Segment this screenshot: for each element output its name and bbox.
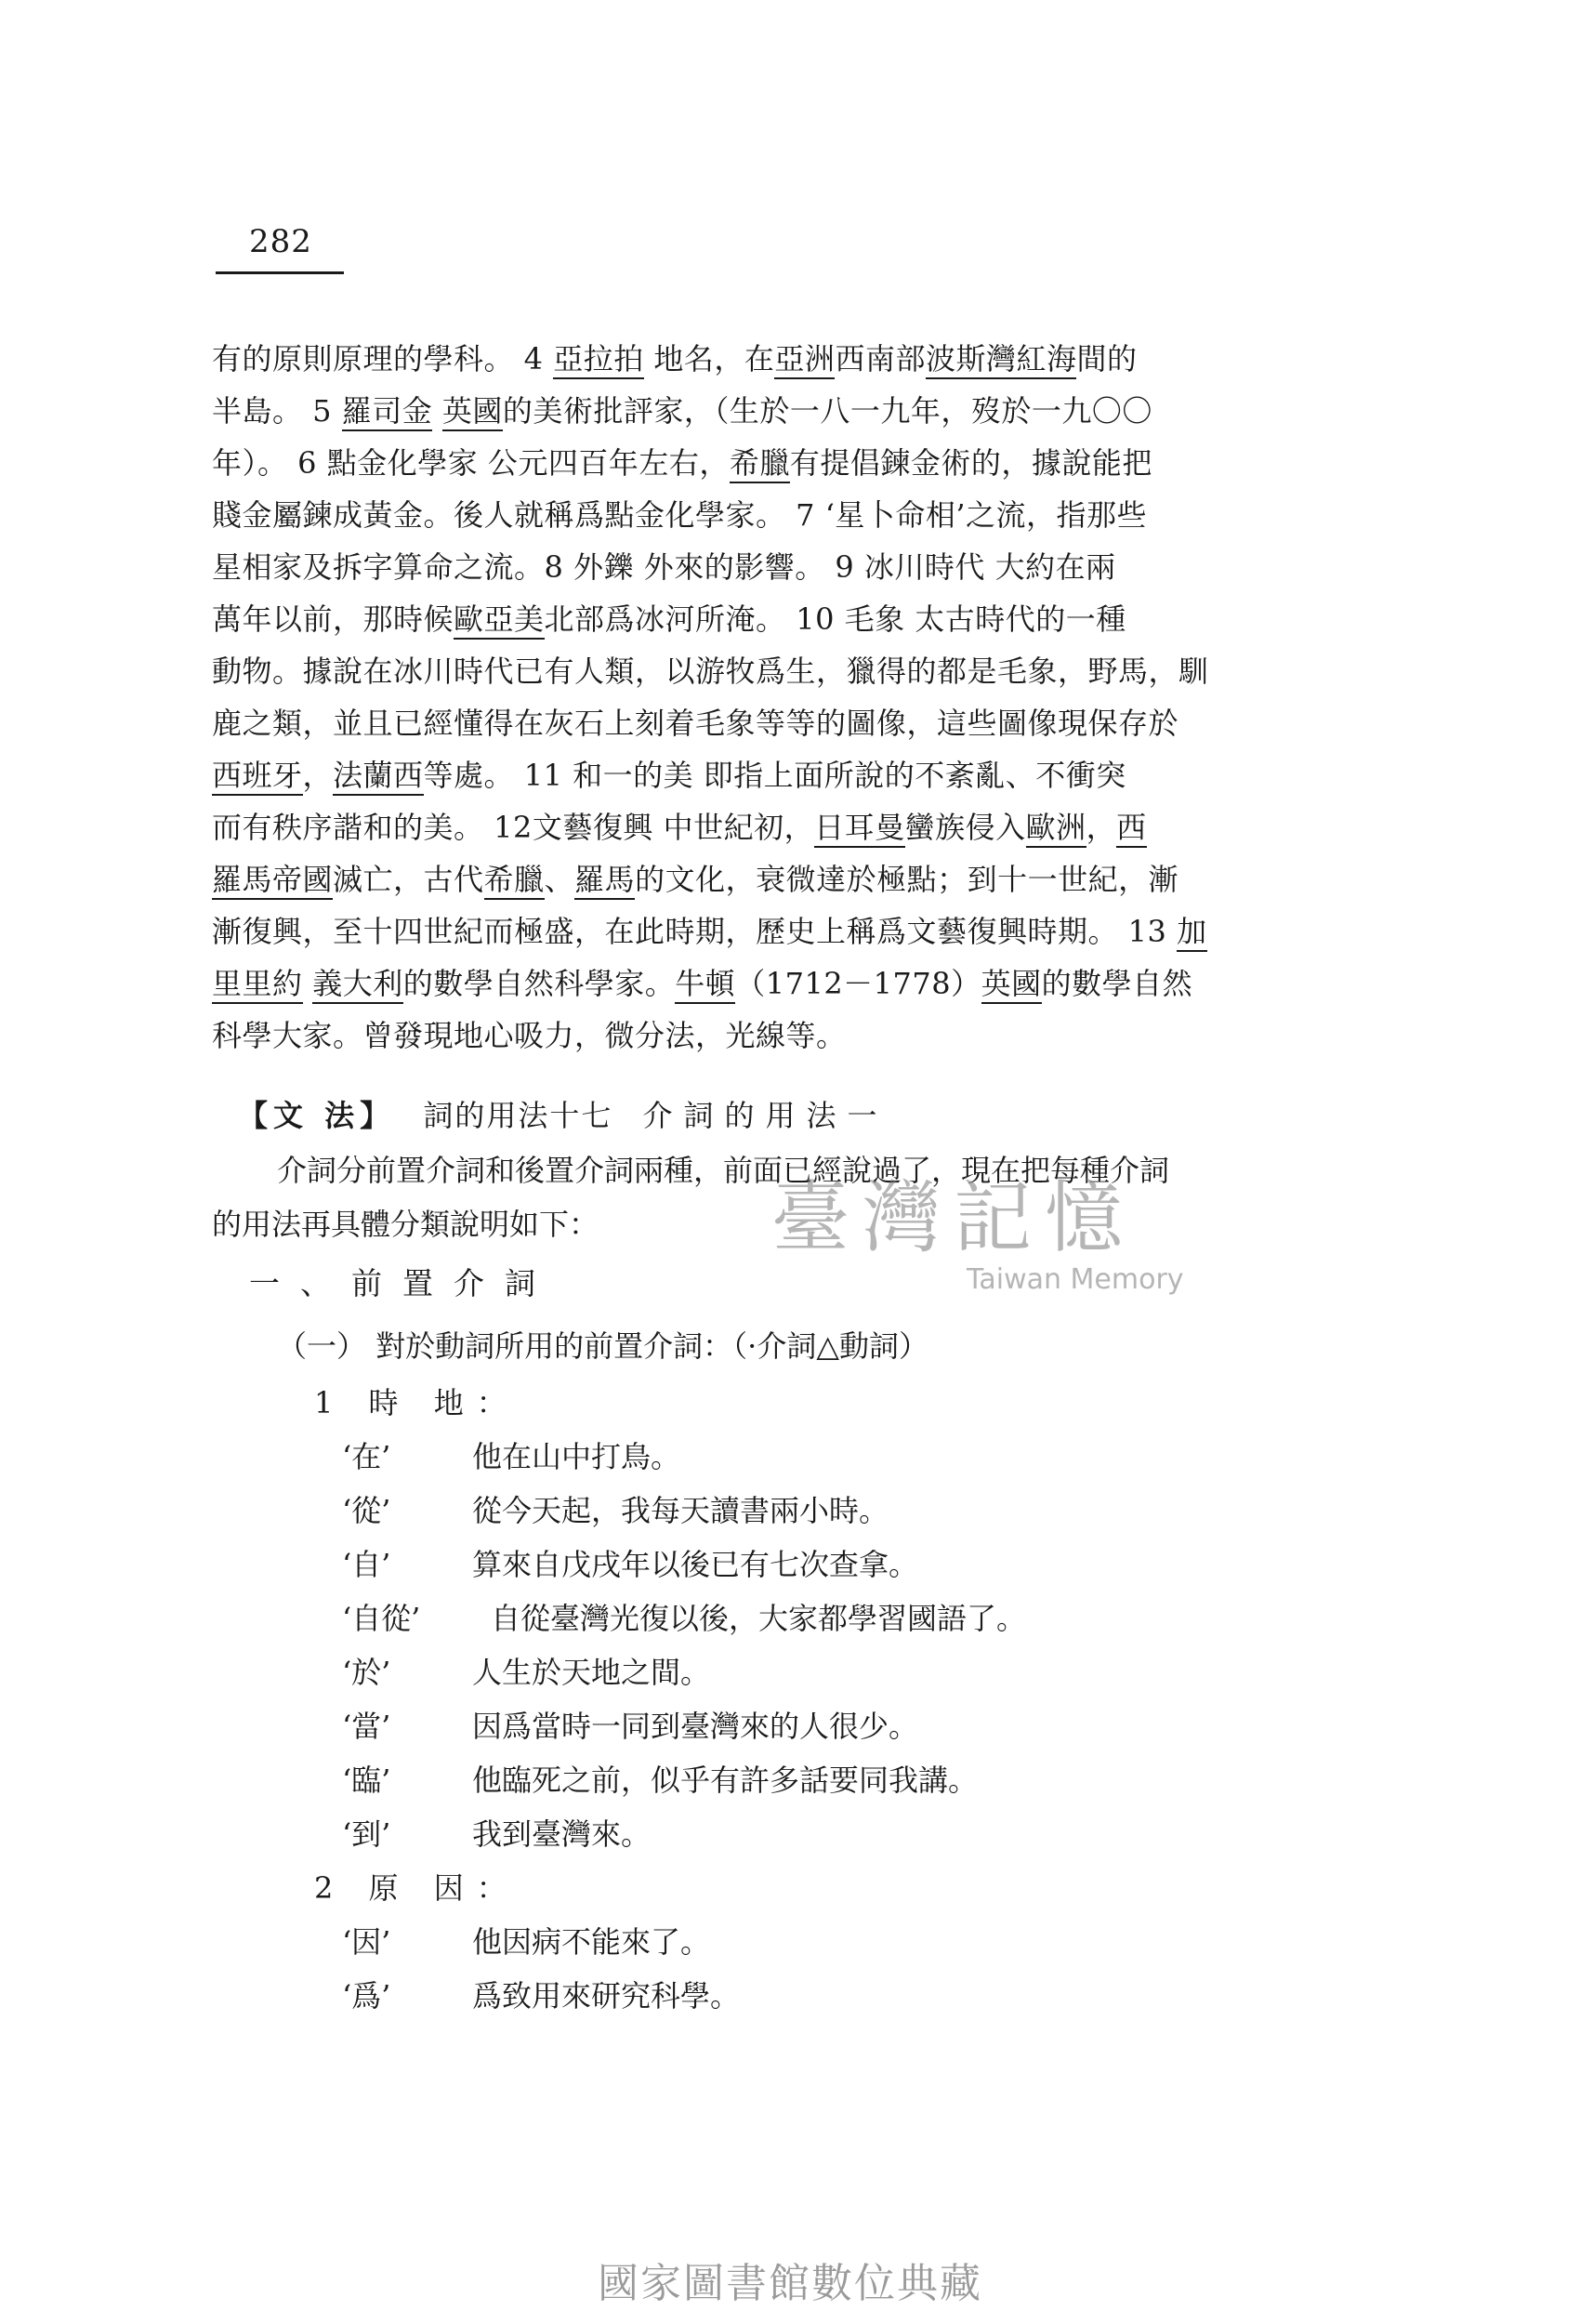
example-row: [212, 1699, 1336, 1753]
text-segment: ，: [302, 758, 334, 793]
example-preposition: ‘到’: [342, 1816, 391, 1852]
example-sentence: 他因病不能來了。: [472, 1924, 711, 1960]
watermark-english: Taiwan Memory: [967, 1263, 1184, 1296]
text-segment: 星相家及拆字算命之流。8 外鑠 外來的影響。 9 冰川時代 大約在兩: [212, 549, 1116, 585]
example-sentence: 我到臺灣來。: [472, 1816, 652, 1852]
note-line: [212, 333, 1336, 385]
note-line: [212, 697, 1336, 749]
note-line: [212, 801, 1336, 853]
subsection-title: （一） 對於動詞所用的前置介詞：（·介詞△動詞）: [277, 1328, 928, 1364]
proper-noun: 紅海: [1016, 341, 1076, 379]
example-sentence: 算來自戊戌年以後已有七次查拿。: [472, 1547, 919, 1582]
example-preposition: ‘當’: [342, 1709, 391, 1744]
grammar-bracket-label: 【文 法】: [238, 1098, 396, 1133]
example-sentence: 從今天起，我每天讀書兩小時。: [472, 1493, 889, 1528]
notes-section: [212, 333, 1336, 1062]
proper-noun: 亞拉拍: [553, 341, 644, 379]
proper-noun: 希臘: [730, 445, 790, 483]
page-number-rule: [216, 271, 344, 274]
proper-noun: 羅馬帝國: [212, 862, 333, 900]
example-row: [212, 1807, 1336, 1861]
note-line: [212, 437, 1336, 489]
example-preposition: ‘自從’: [342, 1601, 421, 1636]
note-line: [212, 853, 1336, 905]
example-row: [212, 1430, 1336, 1484]
example-preposition: ‘自’: [342, 1547, 391, 1582]
intro-line: 介詞分前置介詞和後置介詞兩種，前面已經說過了，現在把每種介詞: [277, 1153, 1170, 1188]
note-line: [212, 593, 1336, 645]
proper-noun: 里里約: [212, 966, 303, 1004]
proper-noun: 羅司金: [342, 393, 433, 431]
proper-noun: 英國: [442, 393, 503, 431]
text-segment: 地名，在: [643, 341, 775, 376]
text-segment: 的數學自然科學家。: [402, 966, 676, 1001]
example-preposition: ‘因’: [342, 1924, 391, 1960]
proper-noun: 日耳曼: [814, 810, 905, 848]
example-row: [212, 1753, 1336, 1807]
proper-noun: 牛頓: [675, 966, 735, 1004]
example-row: [212, 1538, 1336, 1591]
group-title: 1 時 地：: [314, 1385, 520, 1420]
text-segment: 鹿之類，並且已經懂得在灰石上刻着毛象等等的圖像，這些圖像現保存於: [212, 706, 1179, 741]
text-segment: [432, 393, 442, 429]
note-line: [212, 645, 1336, 697]
group-title: 2 原 因：: [314, 1870, 520, 1906]
proper-noun: 西: [1116, 810, 1147, 848]
text-segment: 科學大家。曾發現地心吸力，微分法，光線等。: [212, 1018, 847, 1053]
example-sentence: 自從臺灣光復以後，大家都學習國語了。: [491, 1601, 1027, 1636]
example-preposition: ‘在’: [342, 1439, 391, 1474]
text-segment: 北部爲冰河所淹。 10 毛象 太古時代的一種: [544, 601, 1126, 637]
text-segment: ，: [1086, 810, 1117, 845]
text-segment: 半島。 5: [212, 393, 342, 429]
proper-noun: 義大利: [312, 966, 403, 1004]
proper-noun: 加: [1177, 914, 1207, 952]
proper-noun: 希臘: [484, 862, 545, 900]
example-row: [212, 1969, 1336, 2023]
note-line: [212, 385, 1336, 437]
example-preposition: ‘爲’: [342, 1978, 391, 2014]
text-segment: 滅亡，古代: [333, 862, 484, 897]
example-sentence: 因爲當時一同到臺灣來的人很少。: [472, 1709, 919, 1744]
example-sentence: 爲致用來研究科學。: [472, 1978, 741, 2014]
text-segment: 漸復興，至十四世紀而極盛，在此時期，歷史上稱爲文藝復興時期。 13: [212, 914, 1178, 949]
example-preposition: ‘於’: [342, 1655, 391, 1690]
note-line: [212, 749, 1336, 801]
grammar-title: 詞的用法十七: [423, 1098, 613, 1133]
example-row: [212, 1484, 1336, 1538]
note-line: [212, 905, 1336, 957]
proper-noun: 歐亞美: [454, 601, 545, 640]
note-line: [212, 541, 1336, 593]
text-segment: 等處。 11 和一的美 即指上面所說的不紊亂、不衝突: [423, 758, 1126, 793]
text-segment: 年）。 6 點金化學家 公元四百年左右，: [212, 445, 730, 481]
watermark: [771, 1171, 1273, 1320]
proper-noun: 亞洲: [774, 341, 835, 379]
text-segment: 西南部: [835, 341, 926, 376]
example-sentence: 人生於天地之間。: [472, 1655, 711, 1690]
text-segment: 萬年以前，那時候: [212, 601, 454, 637]
note-line: [212, 957, 1336, 1010]
text-segment: 有的原則原理的學科。 4: [212, 341, 554, 376]
proper-noun: 羅馬: [574, 862, 635, 900]
note-line: [212, 1010, 1336, 1062]
page-number: 282: [249, 223, 312, 260]
text-segment: [303, 966, 313, 1001]
example-preposition: ‘臨’: [342, 1763, 391, 1798]
proper-noun: 波斯灣: [926, 341, 1017, 379]
example-row: [212, 1591, 1336, 1645]
intro-line: 的用法再具體分類說明如下：: [212, 1207, 599, 1242]
text-segment: 間的: [1076, 341, 1138, 376]
proper-noun: 法蘭西: [333, 758, 424, 796]
proper-noun: 西班牙: [212, 758, 303, 796]
section-title: 一、前置介詞: [249, 1265, 556, 1301]
watermark-chinese: 臺灣記憶: [771, 1172, 1137, 1263]
text-segment: 的數學自然: [1041, 966, 1193, 1001]
text-segment: 有提倡鍊金術的，據說能把: [789, 445, 1152, 481]
example-sentence: 他臨死之前，似乎有許多話要同我講。: [472, 1763, 979, 1798]
footer-credit: 國家圖書館數位典藏: [598, 2260, 982, 2307]
example-row: [212, 1915, 1336, 1969]
text-segment: 而有秩序諧和的美。 12文藝復興 中世紀初，: [212, 810, 815, 845]
text-segment: （1712－1778）: [735, 966, 981, 1001]
grammar-heading: [212, 1088, 1336, 1143]
text-segment: 蠻族侵入: [904, 810, 1026, 845]
text-segment: 的美術批評家，（生於一八一九年，歿於一九〇〇: [502, 393, 1152, 429]
text-segment: 、: [544, 862, 575, 897]
text-segment: 賤金屬鍊成黃金。後人就稱爲點金化學家。 7 ‘星卜命相’之流，指那些: [212, 497, 1148, 533]
text-segment: 的文化，衰微達於極點；到十一世紀，漸: [635, 862, 1179, 897]
text-segment: 動物。據說在冰川時代已有人類，以游牧爲生，獵得的都是毛象，野馬，馴: [212, 654, 1209, 689]
example-preposition: ‘從’: [342, 1493, 391, 1528]
grammar-subtitle: 介詞的用法一: [642, 1098, 889, 1133]
example-row: [212, 1645, 1336, 1699]
proper-noun: 歐洲: [1026, 810, 1086, 848]
note-line: [212, 489, 1336, 541]
example-groups: [212, 1376, 1336, 2023]
example-sentence: 他在山中打鳥。: [472, 1439, 681, 1474]
proper-noun: 英國: [981, 966, 1042, 1004]
